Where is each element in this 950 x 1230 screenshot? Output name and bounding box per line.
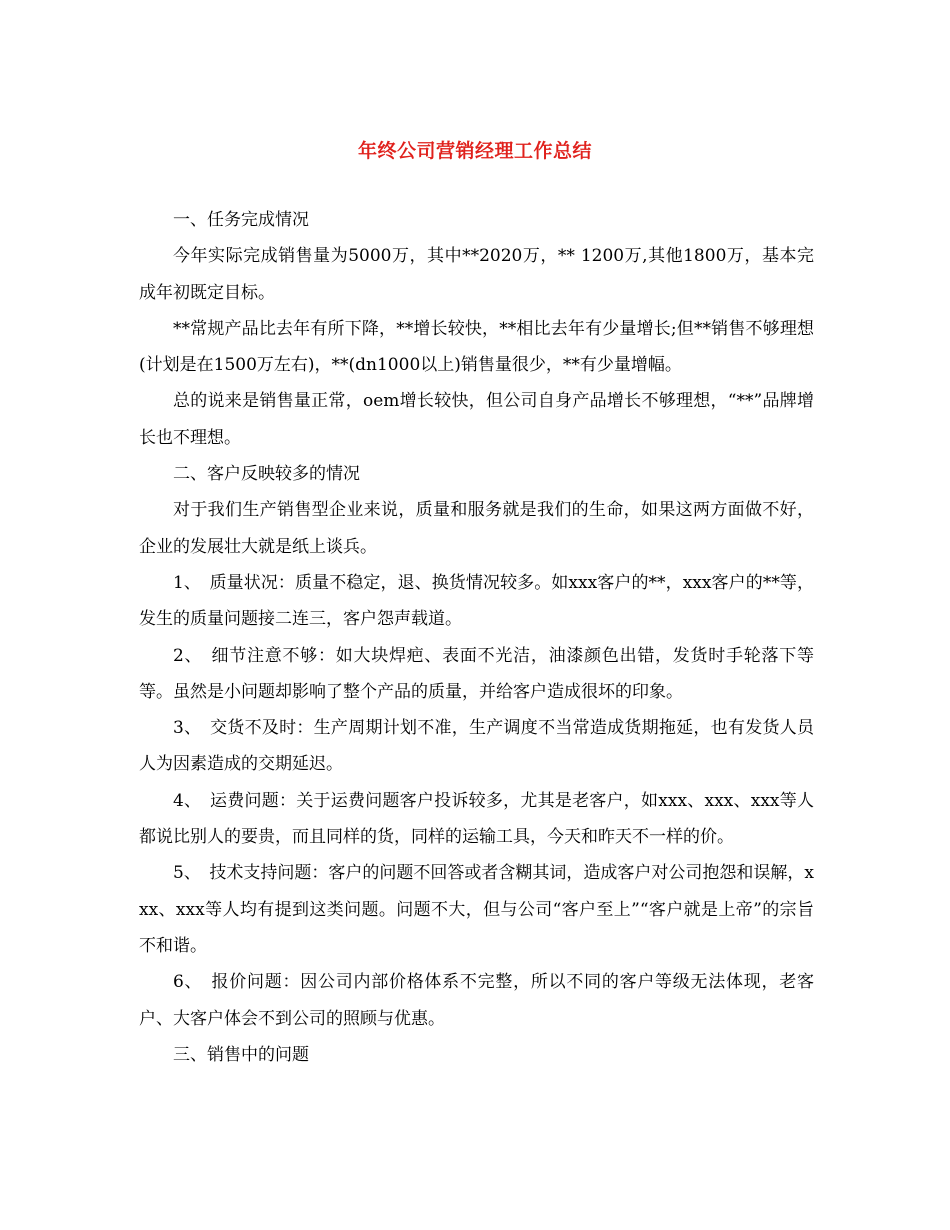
paragraph-sales-volume: 今年实际完成销售量为5000万，其中**2020万，** 1200万,其他1800万，基本完成年初既定目标。: [139, 246, 814, 303]
section-heading-sales-issues: 三、销售中的问题: [173, 1044, 309, 1065]
section-heading-customer-feedback: 二、客户反映较多的情况: [173, 464, 360, 485]
list-item-freight: 4、 运费问题：关于运费问题客户投诉较多，尤其是老客户，如xxx、xxx、xxx等人都说比别人的要贵，而且同样的货，同样的运输工具，今天和昨天不一样的价。: [139, 790, 814, 848]
section-heading-task-completion: 一、任务完成情况: [173, 210, 309, 230]
document-body: [139, 202, 814, 1073]
list-item-tech-support: 5、 技术支持问题：客户的问题不回答或者含糊其词，造成客户对公司抱怨和误解，xxx、xxx等人均有提到这类问题。问题不大，但与公司“客户至上”“客户就是上帝”的宗旨不和谐。: [139, 863, 814, 956]
paragraph-product-growth: **常规产品比去年有所下降，**增长较快，**相比去年有少量增长;但**销售不够理想(计划是在1500万左右)，**(dn1000以上)销售量很少，**有少量增幅。: [139, 318, 814, 376]
list-item-quality-status: 1、 质量状况：质量不稳定，退、换货情况较多。如xxx客户的**，xxx客户的**等，发生的质量问题接二连三，客户怨声载道。: [139, 572, 814, 630]
list-item-quotation: 6、 报价问题：因公司内部价格体系不完整，所以不同的客户等级无法体现，老客户、大客户体会不到公司的照顾与优惠。: [139, 972, 814, 1029]
document-title: 年终公司营销经理工作总结: [357, 140, 592, 162]
list-item-details: 2、 细节注意不够：如大块焊疤、表面不光洁，油漆颜色出错，发货时手轮落下等等。虽然是小问题却影响了整个产品的质量，并给客户造成很坏的印象。: [139, 645, 814, 702]
paragraph-quality-service: 对于我们生产销售型企业来说，质量和服务就是我们的生命，如果这两方面做不好，企业的发展壮大就是纸上谈兵。: [139, 500, 814, 557]
list-item-delivery: 3、 交货不及时：生产周期计划不准，生产调度不当常造成货期拖延，也有发货人员人为因素造成的交期延迟。: [139, 718, 814, 775]
paragraph-summary: 总的说来是销售量正常，oem增长较快，但公司自身产品增长不够理想，“**”品牌增长也不理想。: [139, 391, 814, 448]
